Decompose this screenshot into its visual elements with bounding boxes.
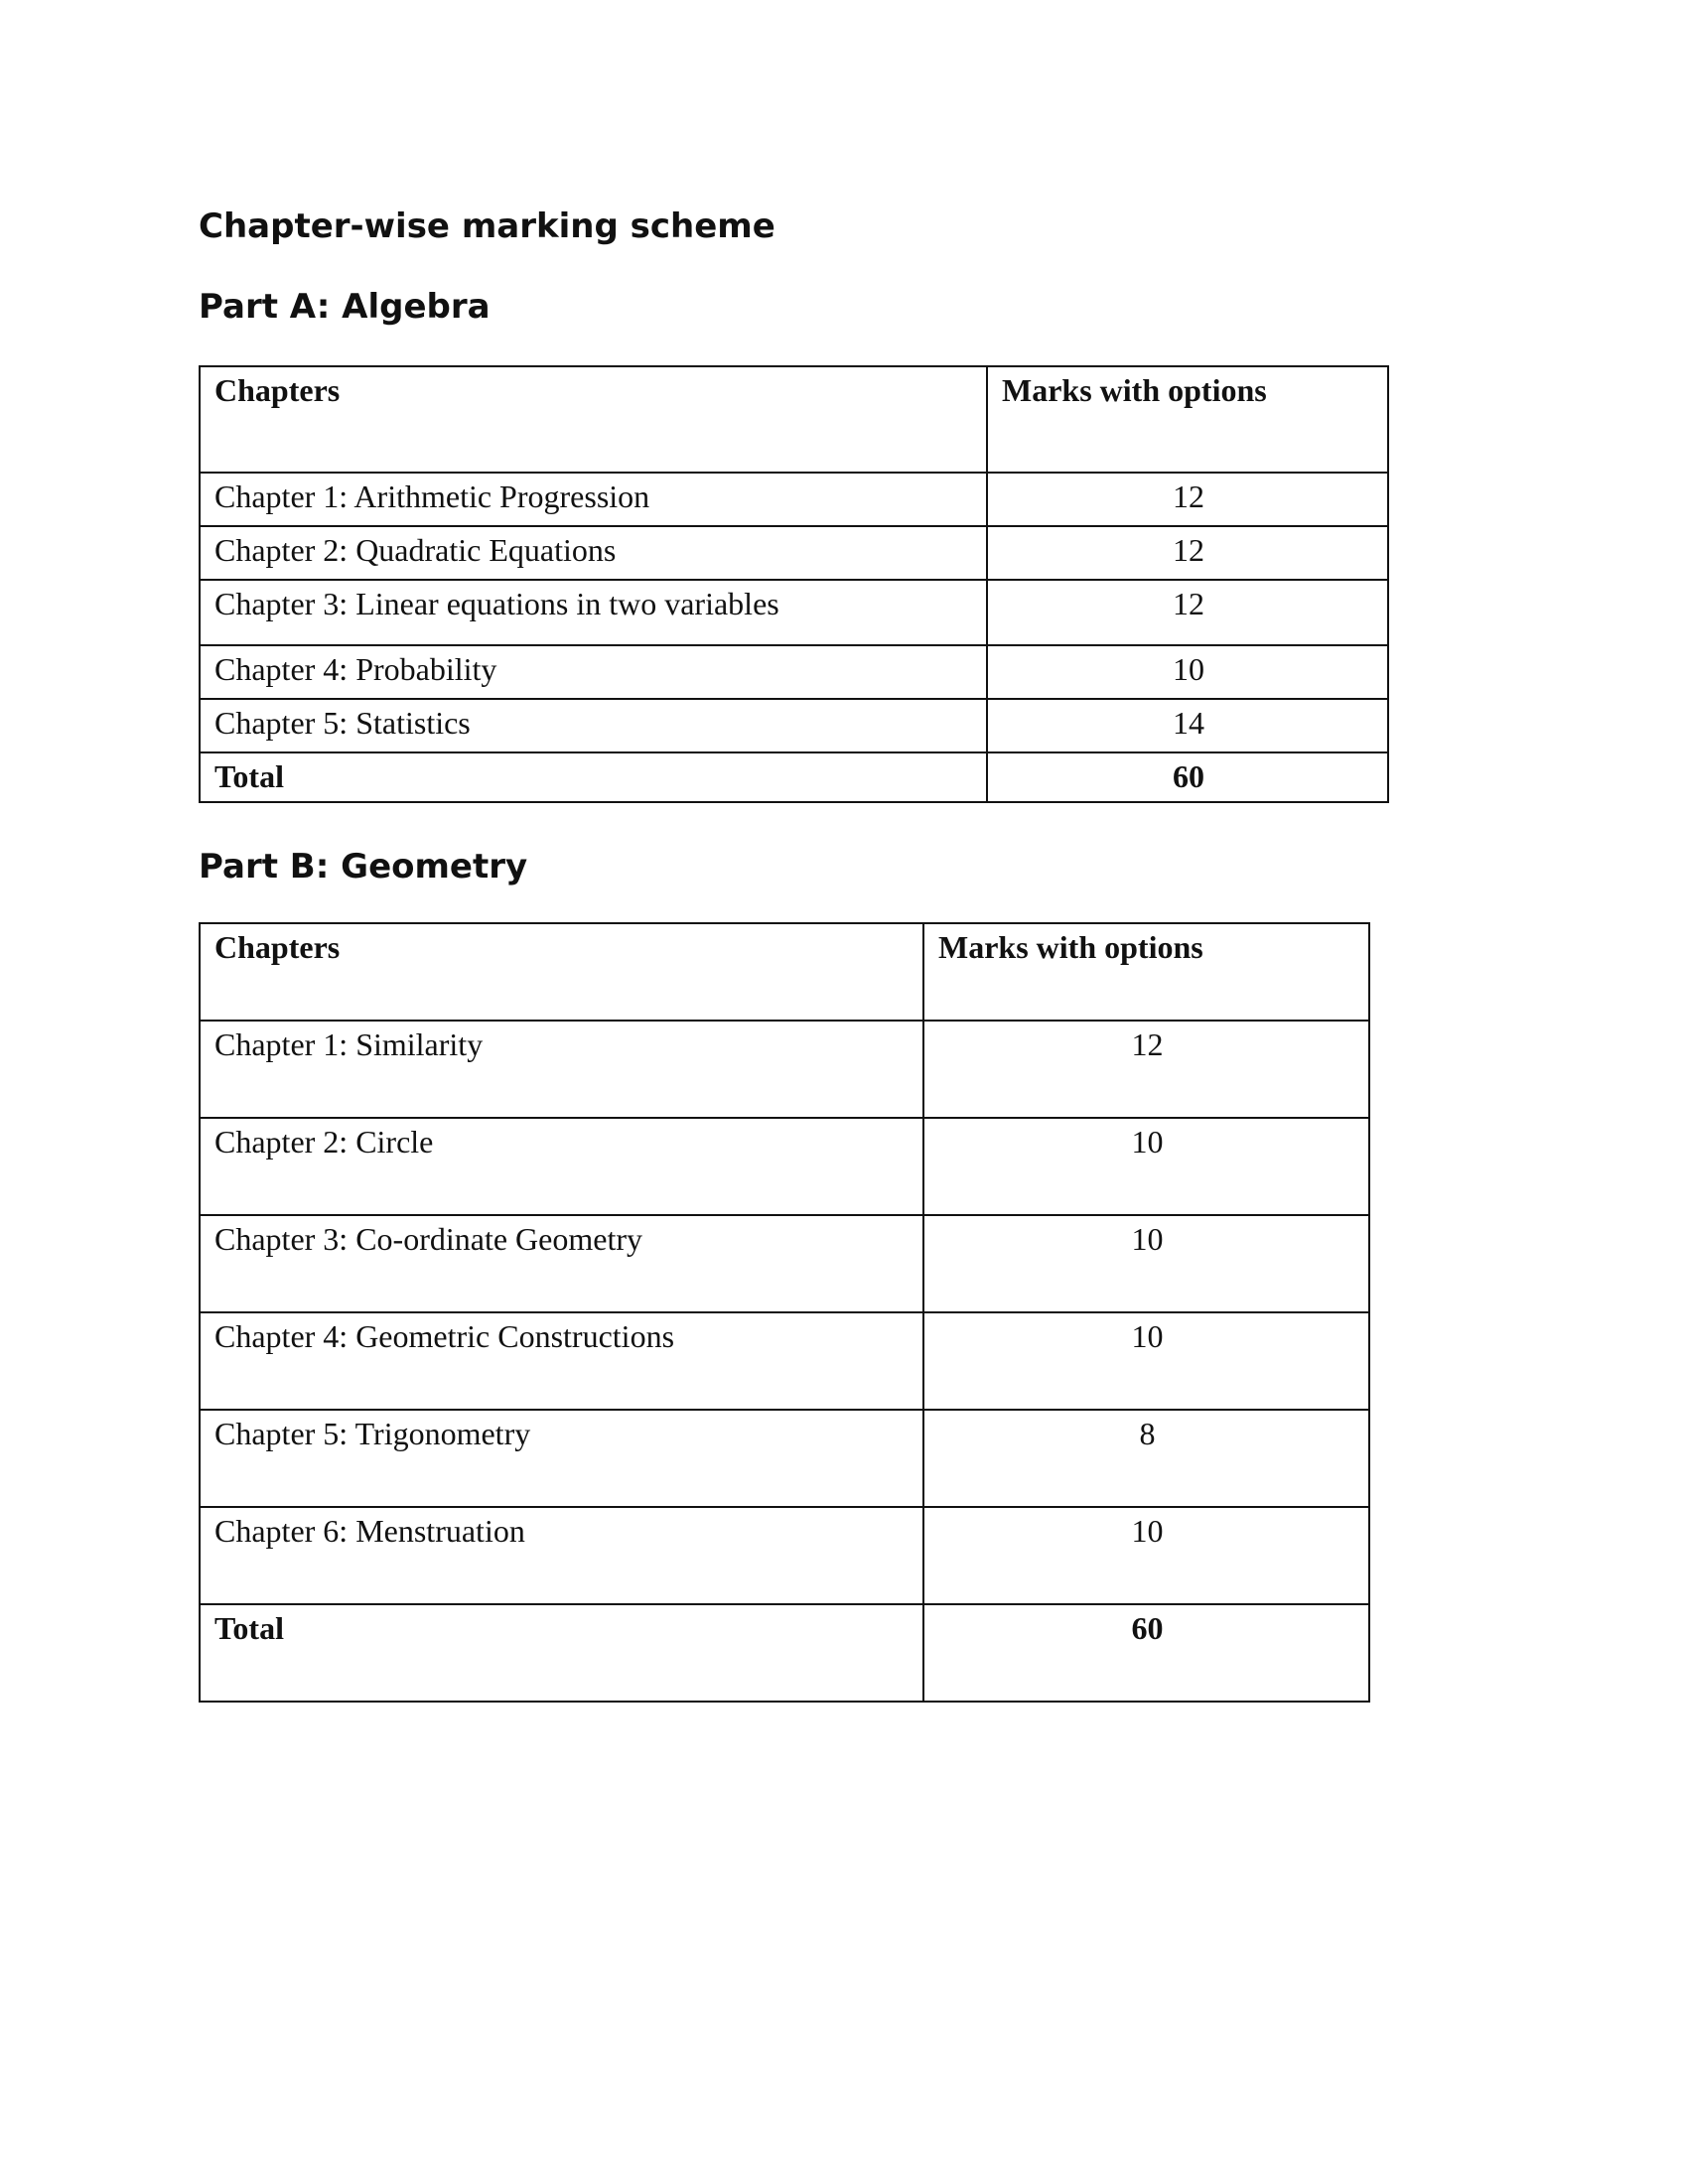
part-b-marks-table [199,922,1370,1703]
marks-cell: 10 [923,1312,1369,1410]
table-row [200,1118,1369,1215]
marks-cell: 10 [923,1118,1369,1215]
table-row [200,526,1388,580]
chapters-column-header: Chapters [200,366,987,473]
part-b-heading: Part B: Geometry [199,847,528,887]
chapter-name-cell: Chapter 1: Similarity [200,1021,923,1118]
table-row [200,1312,1369,1410]
marks-column-header: Marks with options [923,923,1369,1021]
total-label-cell: Total [200,752,987,802]
total-row [200,1604,1369,1702]
table-row [200,699,1388,752]
total-row [200,752,1388,802]
chapter-name-cell: Chapter 4: Geometric Constructions [200,1312,923,1410]
marks-cell: 12 [923,1021,1369,1118]
table-row [200,1215,1369,1312]
chapters-column-header: Chapters [200,923,923,1021]
table-row [200,1410,1369,1507]
table-row [200,473,1388,526]
marks-cell: 14 [987,699,1388,752]
table-header-row [200,366,1388,473]
marks-cell: 12 [987,580,1388,645]
chapter-name-cell: Chapter 5: Statistics [200,699,987,752]
marks-cell: 12 [987,526,1388,580]
total-label-cell: Total [200,1604,923,1702]
table-row [200,645,1388,699]
chapter-name-cell: Chapter 6: Menstruation [200,1507,923,1604]
total-value-cell: 60 [987,752,1388,802]
part-a-marks-table [199,365,1389,803]
table-row [200,1507,1369,1604]
table-row [200,1021,1369,1118]
total-value-cell: 60 [923,1604,1369,1702]
chapter-name-cell: Chapter 3: Co-ordinate Geometry [200,1215,923,1312]
marks-cell: 10 [923,1215,1369,1312]
part-a-heading: Part A: Algebra [199,287,491,327]
marks-cell: 10 [923,1507,1369,1604]
chapter-name-cell: Chapter 4: Probability [200,645,987,699]
page-title: Chapter-wise marking scheme [199,206,775,246]
marks-cell: 10 [987,645,1388,699]
marks-column-header: Marks with options [987,366,1388,473]
chapter-name-cell: Chapter 2: Circle [200,1118,923,1215]
chapter-name-cell: Chapter 2: Quadratic Equations [200,526,987,580]
chapter-name-cell: Chapter 5: Trigonometry [200,1410,923,1507]
marks-cell: 12 [987,473,1388,526]
chapter-name-cell: Chapter 1: Arithmetic Progression [200,473,987,526]
chapter-name-cell: Chapter 3: Linear equations in two variables [200,580,987,645]
marks-cell: 8 [923,1410,1369,1507]
table-header-row [200,923,1369,1021]
table-row [200,580,1388,645]
